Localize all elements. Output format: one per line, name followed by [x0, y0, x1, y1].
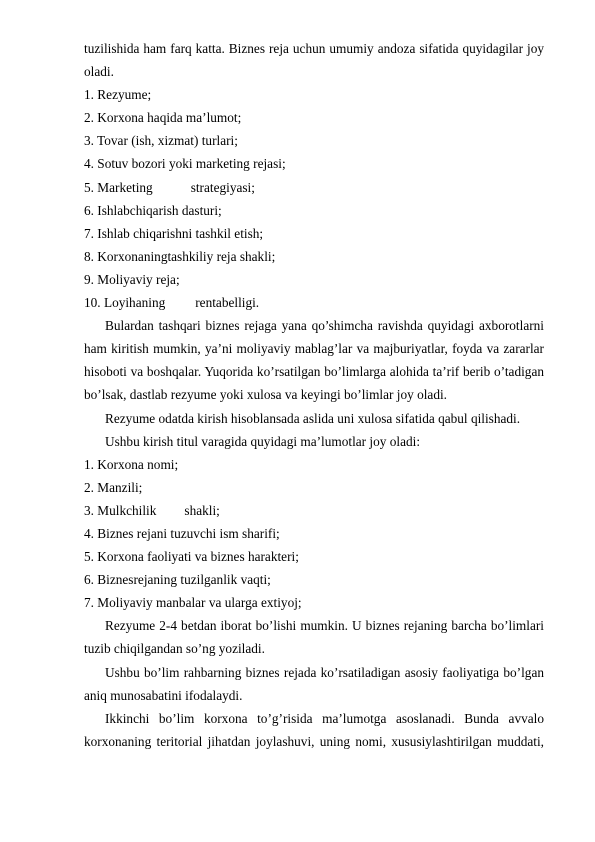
list-item — [84, 291, 544, 314]
paragraph-line: Ushbu kirish titul varagida quyidagi ma’lumotlar joy oladi: — [105, 433, 421, 449]
paragraph-line: tuzib chiqilgandan so’ng yoziladi. — [84, 641, 265, 657]
paragraph-line: aniq munosabatini ifodalaydi. — [84, 687, 243, 703]
list-item-part: rentabelligi. — [195, 295, 260, 311]
list-item: 7. Moliyaviy manbalar va ularga extiyoj; — [84, 595, 302, 611]
list-item-part: 5. Marketing — [84, 179, 153, 195]
list-item — [84, 499, 544, 522]
paragraph-line: ham kiritish mumkin, ya’ni moliyaviy mablag’lar va majburiyatlar, foyda va zararlar — [84, 341, 544, 357]
list-item: 6. Ishlabchiqarish dasturi; — [84, 202, 222, 218]
list-item: 2. Korxona haqida ma’lumot; — [84, 110, 242, 126]
list-item: 3. Tovar (ish, xizmat) turlari; — [84, 133, 238, 149]
paragraph-line: hisoboti va boshqalar. Yuqorida ko’rsatilgan bo’limlarga alohida ta’rif berib o’tadigan — [84, 364, 544, 380]
list-item-part: strategiyasi; — [190, 179, 255, 195]
list-item-part: 3. Mulkchilik — [84, 502, 157, 518]
list-item: 4. Biznes rejani tuzuvchi ism sharifi; — [84, 525, 280, 541]
paragraph-line: Rezyume 2-4 betdan iborat bo’lishi mumkin. U biznes rejaning barcha bo’limlari — [105, 618, 544, 634]
list-item-part: shakli; — [184, 502, 220, 518]
list-item: 9. Moliyaviy reja; — [84, 271, 180, 287]
paragraph-line: bo’lsak, dastlab rezyume yoki xulosa va keyingi bo’limlar joy oladi. — [84, 387, 447, 403]
list-item: 6. Biznesrejaning tuzilganlik vaqti; — [84, 572, 271, 588]
list-item: 7. Ishlab chiqarishni tashkil etish; — [84, 225, 264, 241]
paragraph-line: korxonaning teritorial jihatdan joylashuvi, uning nomi, xususiylashtirilgan muddati, — [84, 733, 544, 749]
list-item-part: 10. Loyihaning — [84, 295, 166, 311]
paragraph-line: Bulardan tashqari biznes rejaga yana qo’shimcha ravishda quyidagi axborotlarni — [105, 318, 544, 334]
list-item: 8. Korxonaningtashkiliy reja shakli; — [84, 248, 276, 264]
list-item: 1. Korxona nomi; — [84, 456, 179, 472]
list-item: 4. Sotuv bozori yoki marketing rejasi; — [84, 156, 286, 172]
text-line: tuzilishida ham farq katta. Biznes reja uchun umumiy andoza sifatida quyidagilar joy — [84, 41, 544, 56]
list-item: 2. Manzili; — [84, 479, 143, 495]
list-item: 1. Rezyume; — [84, 87, 152, 103]
list-item: 5. Korxona faoliyati va biznes harakteri; — [84, 549, 299, 565]
document-page — [84, 37, 544, 753]
paragraph-line: Ushbu bo’lim rahbarning biznes rejada ko’rsatiladigan asosiy faoliyatiga bo’lgan — [105, 664, 544, 680]
paragraph-line: Ikkinchi bo’lim korxona to’g’risida ma’lumotga asoslanadi. Bunda avvalo — [105, 710, 544, 726]
paragraph-line: Rezyume odatda kirish hisoblansada aslida uni xulosa sifatida qabul qilishadi. — [105, 410, 521, 426]
list-item — [84, 176, 544, 199]
text-line: oladi. — [84, 64, 114, 80]
